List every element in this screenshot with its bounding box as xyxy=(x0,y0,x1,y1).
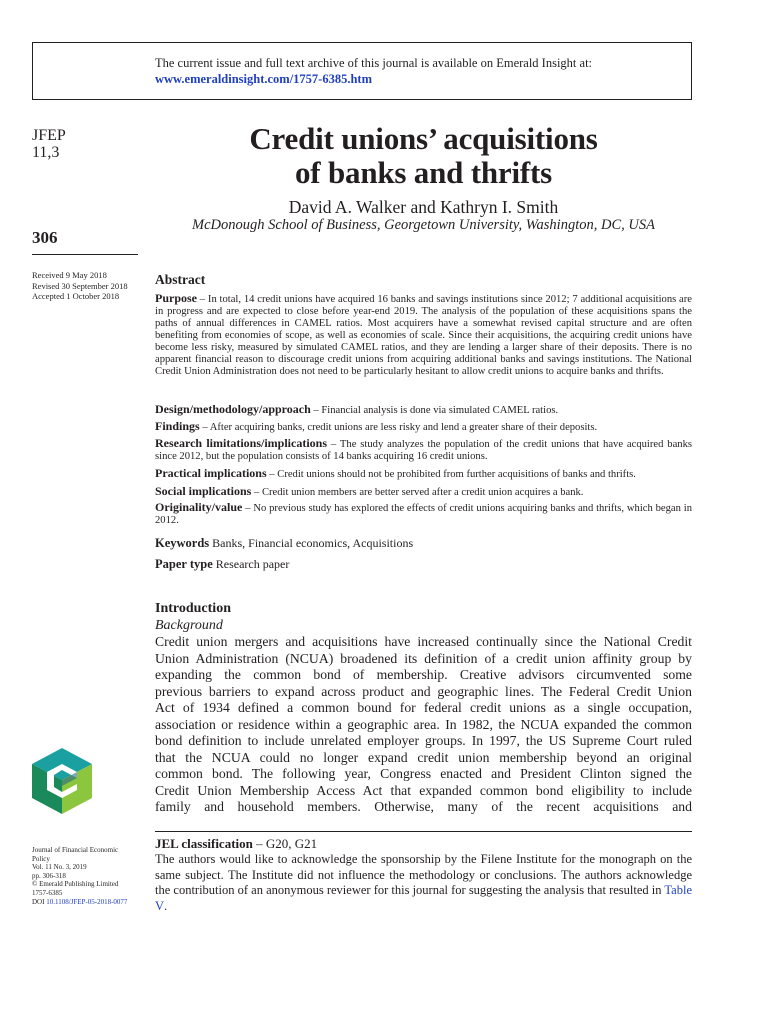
paper-type xyxy=(155,557,692,572)
page-number: 306 xyxy=(32,228,58,247)
abstract-research xyxy=(155,437,692,463)
body-line: that the NCUA could no longer expand credit union membership beyond an original xyxy=(155,749,692,765)
access-notice xyxy=(155,55,592,87)
journal-pages: pp. 306-318 xyxy=(32,871,66,880)
affiliation: McDonough School of Business, Georgetown University, Washington, DC, USA xyxy=(192,217,655,233)
journal-abbreviation xyxy=(32,127,66,161)
purpose-label: Purpose xyxy=(155,291,197,305)
footnote-divider xyxy=(155,831,692,832)
body-line: Union Administration (NCUA) broadened its definition of a credit union affinity group by xyxy=(155,650,692,666)
abstract-heading: Abstract xyxy=(155,272,206,287)
copyright: © Emerald Publishing Limited xyxy=(32,880,119,889)
journal-volume: Vol. 11 No. 3, 2019 xyxy=(32,863,87,872)
background-subheading: Background xyxy=(155,618,223,633)
design-label: Design/methodology/approach xyxy=(155,402,311,416)
originality-text: – No previous study has explored the effects of credit unions acquiring banks and thrifts, which began in 2012. xyxy=(155,503,692,526)
journal-access-box xyxy=(32,42,692,100)
jel-label: JEL classification xyxy=(155,836,253,851)
abstract-purpose xyxy=(155,292,692,378)
title-line-1: Credit unions’ acquisitions xyxy=(249,121,598,156)
paper-type-text: Research paper xyxy=(212,557,290,571)
introduction-heading: Introduction xyxy=(155,601,231,616)
doi xyxy=(32,898,142,907)
body-line: Credit Union Membership Access Act that expanded common bond eligibility to include xyxy=(155,782,692,798)
table-v-link[interactable]: Table V xyxy=(155,883,692,913)
abstract-practical xyxy=(155,467,692,481)
practical-text: – Credit unions should not be prohibited from further acquisitions of banks and thrifts. xyxy=(266,469,636,480)
acknowledgement-end: . xyxy=(164,898,168,913)
acknowledgement-text: The authors would like to acknowledge the sponsorship by the Filene Institute for the monograph on the same subject. The Institute did not influence the methodology or conclusions. The authors acknowledge the contribution of an anonymous reviewer for this journal for suggesting the analysis that resulted in xyxy=(155,852,692,897)
jel-classification xyxy=(155,836,317,852)
abstract-social xyxy=(155,485,692,499)
abstract-findings xyxy=(155,420,692,434)
received-date: Received 9 May 2018 xyxy=(32,270,107,280)
keywords-label: Keywords xyxy=(155,536,210,550)
research-label: Research limitations/implications xyxy=(155,436,328,450)
journal-url-link[interactable]: www.emeraldinsight.com/1757-6385.htm xyxy=(155,72,372,86)
body-line: bond definition to include unrelated employer groups. In 1997, the US Supreme Court ruled xyxy=(155,733,692,748)
research-text: – The study analyzes the population of the credit unions that have acquired banks since 2012, but the population consists of 14 banks acquiring 16 credit unions. xyxy=(155,439,692,462)
journal-name-line-2: Policy xyxy=(32,854,50,863)
journal-info xyxy=(32,846,142,906)
findings-text: – After acquiring banks, credit unions are less risky and lend a greater share of their deposits. xyxy=(199,422,598,433)
volume-issue: 11,3 xyxy=(32,144,60,161)
design-text: – Financial analysis is done via simulated CAMEL ratios. xyxy=(310,405,559,416)
keywords xyxy=(155,536,692,551)
keywords-text: Banks, Financial economics, Acquisitions xyxy=(209,536,414,550)
originality-label: Originality/value xyxy=(155,500,243,514)
issn: 1757-6385 xyxy=(32,888,63,897)
body-line: previous barriers to expand across product and geographic lines. The Federal Credit Union xyxy=(155,683,692,699)
doi-link[interactable]: 10.1108/JFEP-05-2018-0077 xyxy=(46,897,128,906)
authors: David A. Walker and Kathryn I. Smith xyxy=(288,197,559,217)
margin-divider xyxy=(32,254,138,255)
abstract-originality xyxy=(155,501,692,527)
social-text: – Credit union members are better served after a credit union acquires a bank. xyxy=(251,487,584,498)
social-label: Social implications xyxy=(155,484,252,498)
introduction-body xyxy=(155,634,692,816)
body-line: Act of 1934 defined a common bound for federal credit unions as a single occupation, xyxy=(155,700,692,715)
emerald-logo-icon xyxy=(32,748,92,814)
access-notice-text: The current issue and full text archive of this journal is available on Emerald Insight at: xyxy=(155,56,593,70)
title-line-2: of banks and thrifts xyxy=(295,155,552,190)
jel-codes: – G20, G21 xyxy=(252,836,318,851)
article-title xyxy=(155,122,692,190)
practical-label: Practical implications xyxy=(155,466,267,480)
journal-name-line-1: Journal of Financial Economic xyxy=(32,846,119,854)
body-line: family and household members. Otherwise, many of the recent acquisitions and xyxy=(155,799,692,814)
body-line: common bond. The following year, Congress enacted and President Clinton signed the xyxy=(155,766,692,781)
purpose-text: – In total, 14 credit unions have acquired 16 banks and savings institutions since 2012; 7 additional acquisitions are in progress and are expected to close before year-end 2019. The analysis of the population of these acquisitions spans the paths of annual differences in CAMEL ratios. Most acquirers have a somewhat revised capital structure and are often benefiting from economies of scope, as well as economies of scale. Since their acquisitions, the acquiring credit unions have become less risky, measured by simulated CAMEL ratios, and they are lending a larger share of their deposits. There is no apparent financial reason to discourage credit unions from acquiring additional banks and savings institutions. The National Credit Union Administration does not need to be particularly hesitant to allow credit unions to acquire banks and thrifts. xyxy=(155,294,692,377)
body-line: association or residence within a geographic area. In 1982, the NCUA expanded the common xyxy=(155,716,692,732)
acknowledgement xyxy=(155,852,692,914)
journal-abbr: JFEP xyxy=(32,127,66,144)
findings-label: Findings xyxy=(155,419,200,433)
body-line: expanding the common bond of membership. Creative advisors circumvented some xyxy=(155,667,692,682)
paper-type-label: Paper type xyxy=(155,557,213,571)
body-line: Credit union mergers and acquisitions have increased continually since the National Credit xyxy=(155,634,692,649)
abstract-design xyxy=(155,403,692,417)
accepted-date: Accepted 1 October 2018 xyxy=(32,291,120,301)
article-dates xyxy=(32,270,128,302)
revised-date: Revised 30 September 2018 xyxy=(32,280,128,291)
doi-label: DOI xyxy=(32,897,47,906)
